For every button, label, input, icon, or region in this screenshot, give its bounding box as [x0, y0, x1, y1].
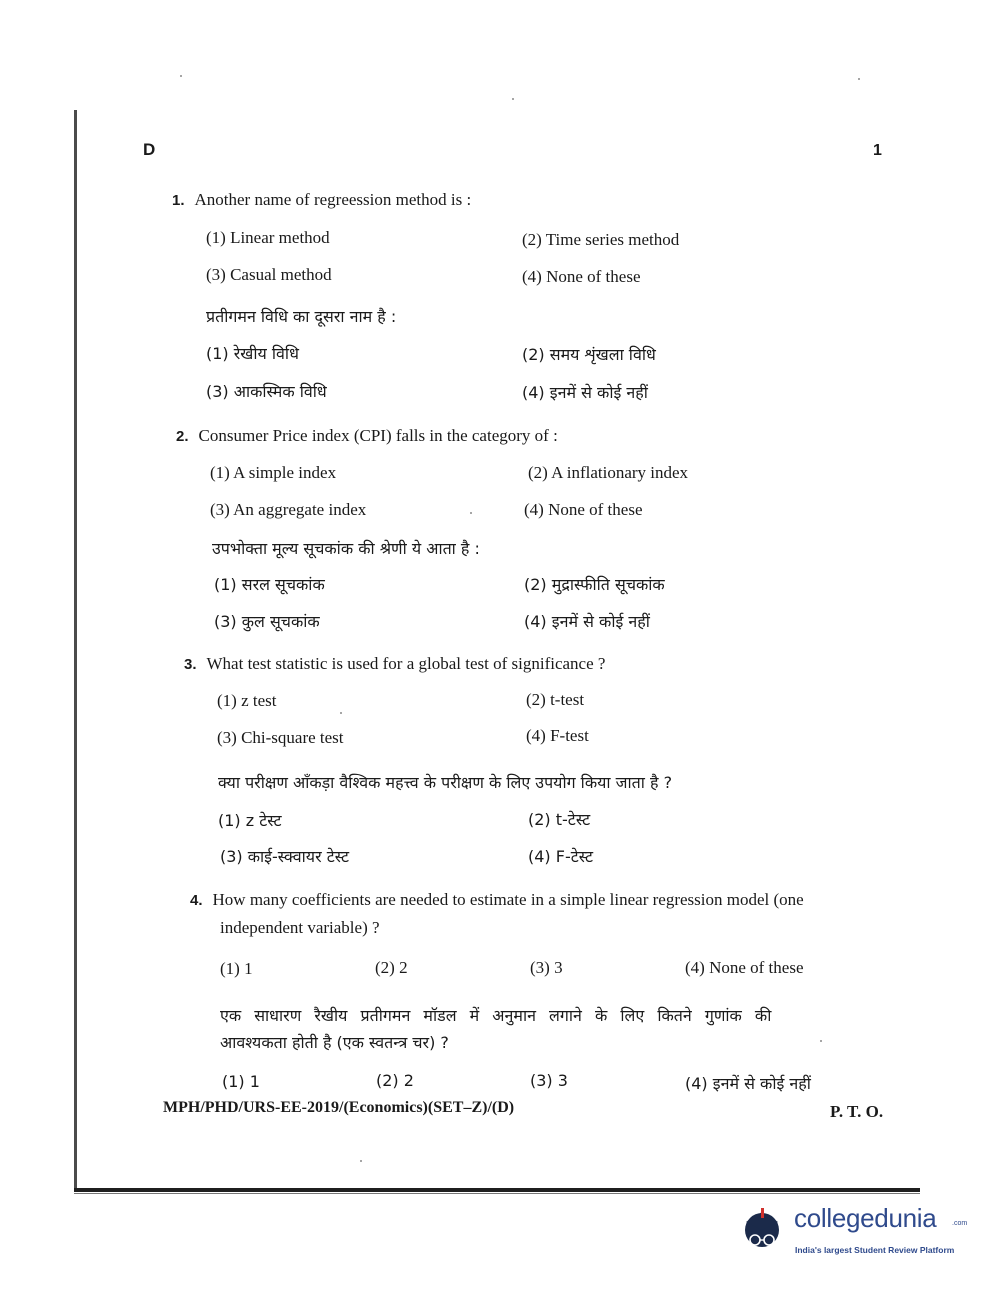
q1-option-1: (1) Linear method: [206, 228, 330, 247]
q1-option-2: (2) Time series method: [522, 230, 680, 249]
bottom-scan-border: [74, 1188, 920, 1192]
q1-hindi-option-1: (1) रेखीय विधि: [206, 344, 299, 363]
question-3-english: [184, 654, 605, 674]
q1-hindi-option-3: (3) आकस्मिक विधि: [206, 382, 327, 401]
q3-hindi-option-2: (2) t-टेस्ट: [528, 810, 591, 829]
q3-hindi-option-1: (1) z टेस्ट: [218, 811, 282, 830]
scan-speck: [470, 512, 472, 514]
brand-name: collegedunia: [794, 1203, 937, 1233]
bottom-scan-border-thin: [74, 1193, 920, 1194]
set-code: D: [143, 140, 156, 159]
scan-speck: [512, 98, 514, 100]
q4-option-2: (2) 2: [375, 958, 408, 977]
q2-option-3: (3) An aggregate index: [210, 500, 367, 519]
q2-hindi-option-2: (2) मुद्रास्फीति सूचकांक: [524, 575, 665, 594]
q4-hindi-option-4: (4) इनमें से कोई नहीं: [685, 1074, 811, 1093]
question-1-hindi: प्रतीगमन विधि का दूसरा नाम है :: [206, 307, 397, 326]
question-2-number: 2.: [176, 428, 189, 445]
question-1-number: 1.: [172, 192, 185, 209]
q2-option-1: (1) A simple index: [210, 463, 337, 482]
q2-hindi-option-3: (3) कुल सूचकांक: [214, 612, 320, 631]
q4-hindi-option-1: (1) 1: [222, 1072, 260, 1091]
q3-hindi-option-4: (4) F-टेस्ट: [528, 847, 594, 866]
exam-code: MPH/PHD/URS-EE-2019/(Economics)(SET–Z)/(D): [163, 1099, 515, 1116]
question-3-text: What test statistic is used for a global test of significance ?: [206, 654, 606, 673]
question-3-hindi: क्या परीक्षण आँकड़ा वैश्विक महत्त्व के परीक्षण के लिए उपयोग किया जाता है ?: [218, 773, 673, 792]
scan-speck: [858, 78, 860, 80]
scan-speck: [360, 1160, 362, 1162]
question-4-text-line1: How many coefficients are needed to estimate in a simple linear regression model (one: [212, 890, 804, 909]
q1-hindi-option-2: (2) समय शृंखला विधि: [522, 345, 656, 364]
q4-option-1: (1) 1: [220, 959, 253, 978]
q2-option-4: (4) None of these: [524, 500, 643, 519]
q4-option-4: (4) None of these: [685, 958, 804, 977]
q3-option-2: (2) t-test: [526, 690, 585, 709]
q3-option-4: (4) F-test: [526, 726, 589, 745]
q3-option-1: (1) z test: [217, 691, 277, 710]
question-1-text: Another name of regreession method is :: [194, 190, 472, 209]
q1-option-4: (4) None of these: [522, 267, 641, 286]
question-2-hindi: उपभोक्ता मूल्य सूचकांक की श्रेणी ये आता है :: [212, 539, 480, 558]
question-4-hindi-line1: एक साधारण रैखीय प्रतीगमन मॉडल में अनुमान लगाने के लिए कितने गुणांक की: [220, 1006, 772, 1025]
page-number: 1: [873, 142, 882, 159]
question-1-english: [172, 190, 471, 210]
pto-label: P. T. O.: [830, 1102, 884, 1121]
question-4-text-line2: independent variable) ?: [220, 918, 380, 937]
q3-option-3: (3) Chi-square test: [217, 728, 344, 747]
question-4-hindi-line2: आवश्यकता होती है (एक स्वतन्त्र चर) ?: [220, 1033, 449, 1052]
q2-hindi-option-1: (1) सरल सूचकांक: [214, 575, 325, 594]
question-4-english-line1: [190, 890, 804, 910]
q4-hindi-option-2: (2) 2: [376, 1071, 414, 1090]
q2-hindi-option-4: (4) इनमें से कोई नहीं: [524, 612, 650, 631]
q2-option-2: (2) A inflationary index: [528, 463, 689, 482]
scan-speck: [180, 75, 182, 77]
question-2-english: [176, 426, 558, 446]
scan-speck: [820, 1040, 822, 1042]
scan-speck: [340, 712, 342, 714]
q4-option-3: (3) 3: [530, 958, 563, 977]
q3-hindi-option-3: (3) काई-स्क्वायर टेस्ट: [220, 847, 350, 866]
question-3-number: 3.: [184, 656, 197, 673]
left-scan-border: [74, 110, 77, 1190]
brand-suffix: .com: [952, 1220, 968, 1227]
q1-hindi-option-4: (4) इनमें से कोई नहीं: [522, 383, 648, 402]
question-2-text: Consumer Price index (CPI) falls in the category of :: [198, 426, 558, 445]
brand-tagline: India's largest Student Review Platform: [795, 1245, 955, 1255]
q1-option-3: (3) Casual method: [206, 265, 332, 284]
q4-hindi-option-3: (3) 3: [530, 1071, 568, 1090]
question-4-number: 4.: [190, 892, 203, 909]
